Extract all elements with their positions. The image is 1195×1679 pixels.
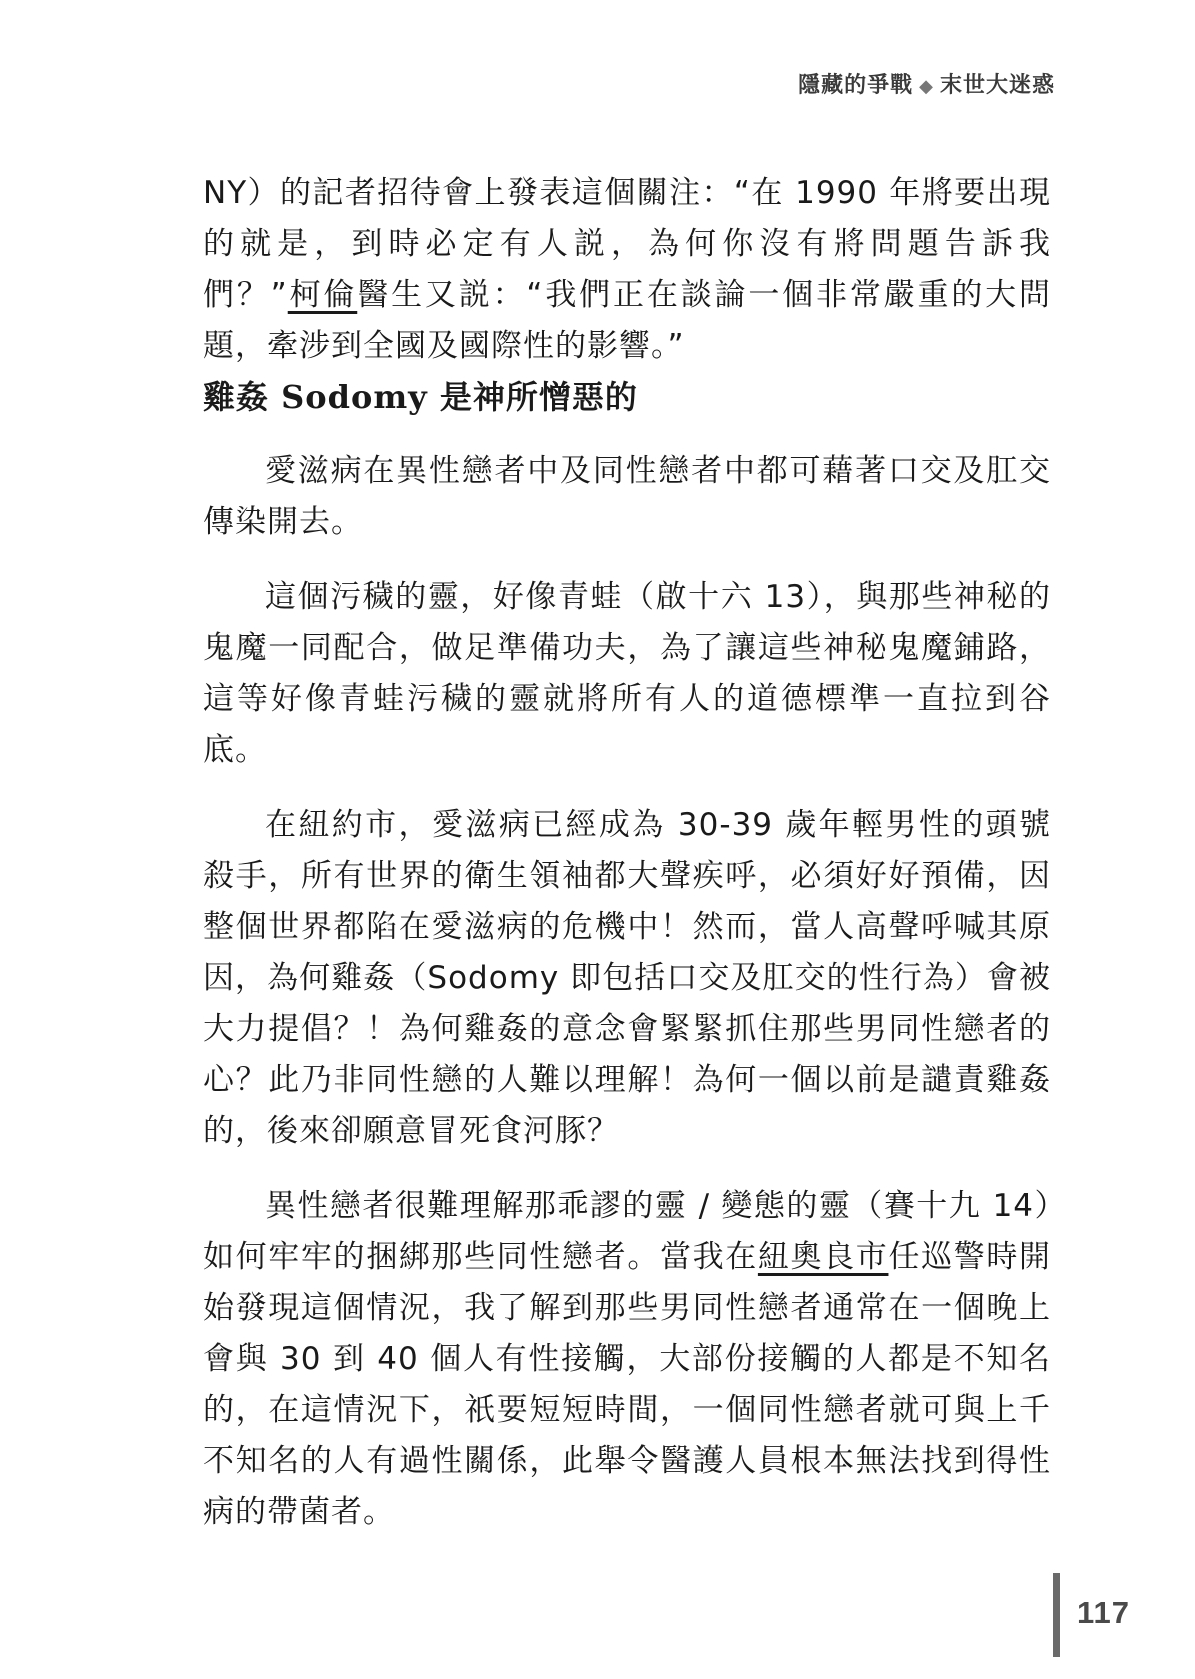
paragraph-new-york: 在紐約市，愛滋病已經成為 30-39 歲年輕男性的頭號殺手，所有世界的衛生領袖都大聲疾呼，必須好好預備，因整個世界都陷在愛滋病的危機中！然而，當人高聲呼喊其原因，為何雞姦（Sodomy 即包括口交及肛交的性行為）會被大力提倡？！為何雞姦的意念會緊緊抓住那些男同性戀者的心？此乃非同性戀的人難以理解！為何一個以前是譴責雞姦的，後來卻願意冒死食河豚？ (203, 807, 1051, 1149)
paragraph-continued (203, 168, 1051, 372)
paragraph-unclean-spirit: 這個污穢的靈，好像青蛙（啟十六 13），與那些神秘的鬼魔一同配合，做足準備功夫，為了讓這些神秘鬼魔鋪路，這等好像青蛙污穢的靈就將所有人的道德標準一直拉到谷底。 (203, 579, 1051, 768)
paragraph-text: 醫生又説：“我們正在談論一個非常嚴重的大問題，牽涉到全國及國際性的影響。” (203, 277, 1052, 364)
page-number: 117 (1077, 1595, 1131, 1630)
person-name: 柯倫 (287, 277, 358, 313)
running-header (798, 68, 1055, 99)
section-heading: 雞姦 Sodomy 是神所憎惡的 (203, 378, 638, 416)
paragraph-aids-transmission: 愛滋病在異性戀者中及同性戀者中都可藉著口交及肛交傳染開去。 (203, 453, 1051, 540)
book-title: 隱藏的爭戰 (798, 73, 914, 98)
paragraph-text: 異性戀者很難理解那乖謬的靈 / 變態的靈（賽十九 14）如何牢牢的捆綁那些同性戀者。當我在 (203, 1188, 1051, 1275)
paragraph-text: 任巡警時開始發現這個情況，我了解到那些男同性戀者通常在一個晚上會與 30 到 40 個人有性接觸，大部份接觸的人都是不知名的，在這情況下，祇要短短時間，一個同性戀者就可與上千不知名的人有過性關係，此舉令醫護人員根本無法找到得性病的帶菌者。 (203, 1239, 1052, 1530)
page-body (203, 168, 1051, 1538)
chapter-title: 末世大迷惑 (939, 73, 1055, 98)
place-name: 紐奧良市 (757, 1239, 889, 1275)
page-number-rule (1053, 1573, 1060, 1657)
paragraph-text: NY）的記者招待會上發表這個關注：“在 1990 年將要出現的就是，到時必定有人説，為何你沒有將問題告訴我們？” (203, 175, 1051, 313)
diamond-separator-icon: ◆ (919, 76, 934, 97)
paragraph-new-orleans (203, 1181, 1051, 1538)
